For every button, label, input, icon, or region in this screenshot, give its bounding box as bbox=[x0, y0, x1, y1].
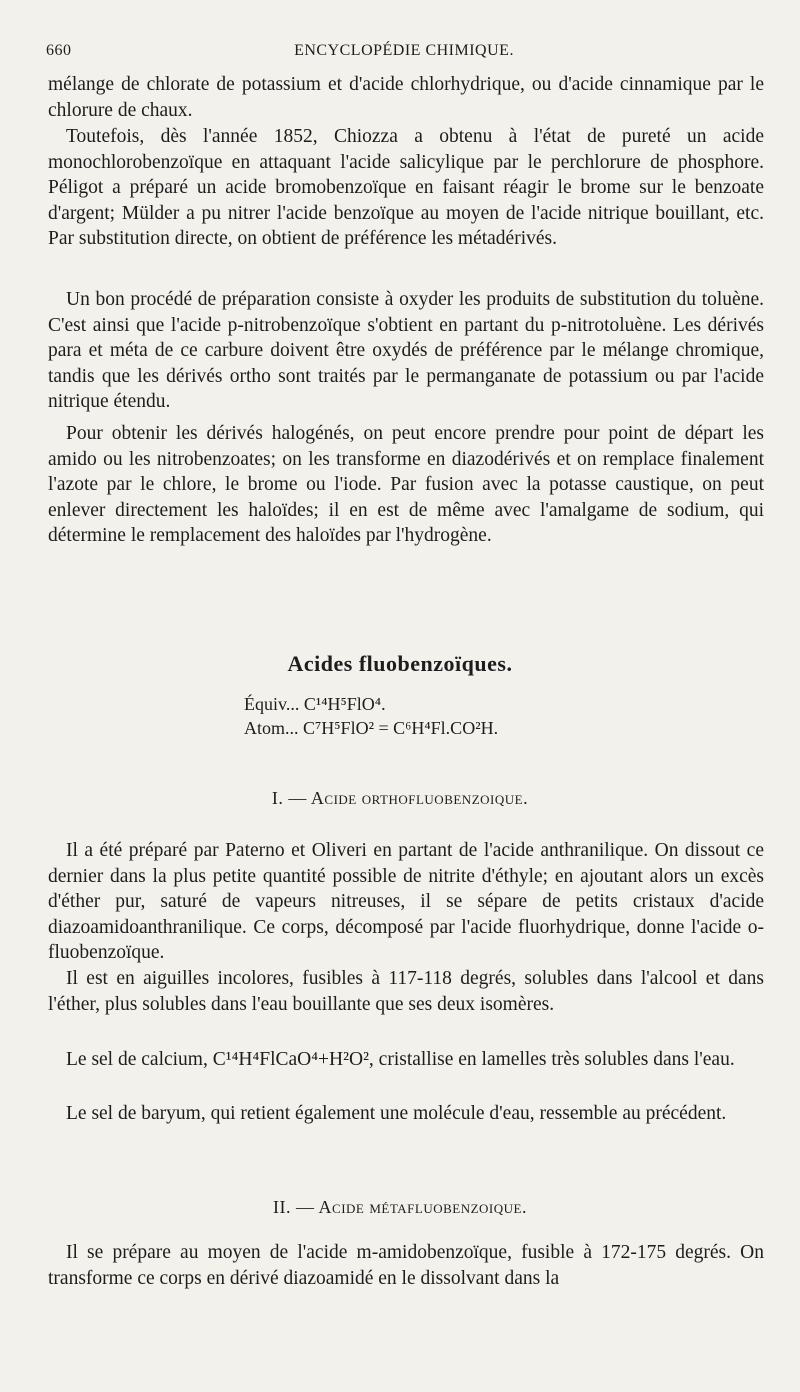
formula-equiv: Équiv... C¹⁴H⁵FlO⁴. bbox=[244, 694, 386, 714]
paragraph-2: Toutefois, dès l'année 1852, Chiozza a obtenu à l'état de pureté un acide monochlorobenzoïque en attaquant l'acide salicylique par le perchlorure de phosphore. Péligot a préparé un acide bromobenzoïque en faisant réagir le brome sur le benzoate d'argent; Mülder a pu nitrer l'acide benzoïque au moyen de l'acide nitrique bouillant, etc. Par substitution directe, on obtient de préférence les métadérivés. bbox=[48, 126, 764, 249]
subsection-heading-1: I. — Acide orthofluobenzoique. bbox=[271, 788, 529, 808]
subsection-heading-2: II. — Acide métafluobenzoique. bbox=[273, 1197, 527, 1217]
paragraph-4: Pour obtenir les dérivés halogénés, on peut encore prendre pour point de départ les amido ou les nitrobenzoates; on les transforme en diazodérivés et on remplace finalement l'azote par le chlore, le brome ou l'iode. Par fusion avec la potasse caustique, on peut enlever directement les haloïdes; il en est de même avec l'amalgame de sodium, qui détermine le remplacement des haloïdes par l'hydrogène. bbox=[48, 423, 764, 546]
section-title: Acides fluobenzoïques. bbox=[287, 651, 513, 676]
formula-atom: Atom... C⁷H⁵FlO² = C⁶H⁴Fl.CO²H. bbox=[244, 718, 499, 738]
paragraph-1: mélange de chlorate de potassium et d'acide chlorhydrique, ou d'acide cinnamique par le chlorure de chaux. bbox=[48, 74, 764, 121]
paragraph-6: Il est en aiguilles incolores, fusibles à 117-118 degrés, solubles dans l'alcool et dans l'éther, plus solubles dans l'eau bouillante que ses deux isomères. bbox=[48, 968, 764, 1015]
paragraph-3: Un bon procédé de préparation consiste à oxyder les produits de substitution du toluène. C'est ainsi que l'acide p-nitrobenzoïque s'obtient en partant du p-nitrotoluène. Les dérivés para et méta de ce carbure doivent être oxydés de préférence par le mélange chromique, tandis que les dérivés ortho sont traités par le permanganate de potassium ou par l'acide nitrique étendu. bbox=[48, 289, 764, 412]
page-number: 660 bbox=[46, 42, 72, 59]
page-header bbox=[46, 42, 762, 66]
paragraph-9: Il se prépare au moyen de l'acide m-amidobenzoïque, fusible à 172-175 degrés. On transforme ce corps en dérivé diazoamidé en le dissolvant dans la bbox=[48, 1242, 764, 1289]
paragraph-5: Il a été préparé par Paterno et Oliveri en partant de l'acide anthranilique. On dissout ce dernier dans la plus petite quantité possible de nitrite d'éthyle; en ajoutant alors un excès d'éther pur, saturé de vapeurs nitreuses, il se sépare de petits cristaux d'acide diazoamidoanthranilique. Ce corps, décomposé par l'acide fluorhydrique, donne l'acide o-fluobenzoïque. bbox=[48, 840, 764, 963]
paragraph-8: Le sel de baryum, qui retient également une molécule d'eau, ressemble au précédent. bbox=[66, 1103, 727, 1124]
running-title: ENCYCLOPÉDIE CHIMIQUE. bbox=[294, 42, 514, 59]
paragraph-7: Le sel de calcium, C¹⁴H⁴FlCaO⁴+H²O², cristallise en lamelles très solubles dans l'eau. bbox=[66, 1049, 735, 1070]
